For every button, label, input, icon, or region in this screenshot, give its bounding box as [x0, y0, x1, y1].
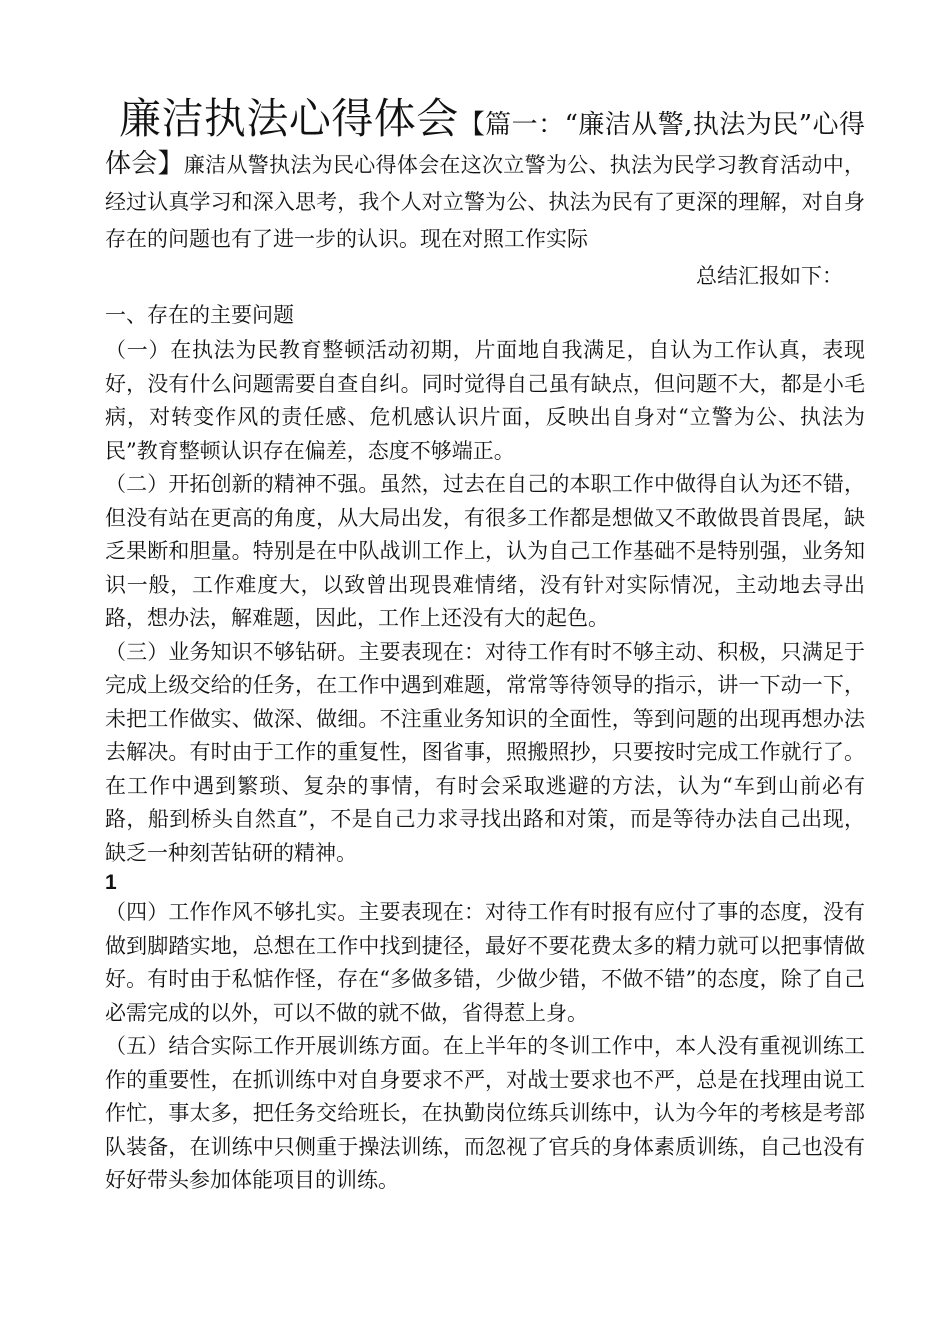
paragraph-2: （二）开拓创新的精神不强。虽然，过去在自己的本职工作中做得自认为还不错，但没有站在更高的角度，从大局出发，有很多工作都是想做又不敢做畏首畏尾，缺乏果断和胆量。特别是在中队战训工作上，认为自己工作基础不是特别强，业务知识一般，工作难度大，以致曾出现畏难情绪，没有针对实际情况，主动地去寻出路，想办法，解难题，因此，工作上还没有大的起色。 — [105, 472, 865, 630]
paragraph-5: （五）结合实际工作开展训练方面。在上半年的冬训工作中，本人没有重视训练工作的重要性，在抓训练中对自身要求不严，对战士要求也不严，总是在找理由说工作忙，事太多，把任务交给班长，在执勤岗位练兵训练中，认为今年的考核是考部队装备，在训练中只侧重于操法训练，而忽视了官兵的身体素质训练，自己也没有好好带头参加体能项目的训练。 — [105, 1034, 865, 1192]
page-number: 1 — [105, 871, 117, 894]
paragraph-4: （四）工作作风不够扎实。主要表现在：对待工作有时报有应付了事的态度，没有做到脚踏实地，总想在工作中找到捷径，最好不要花费太多的精力就可以把事情做好。有时由于私惦作怪，存在“多做多错，少做少错，不做不错”的态度，除了自己必需完成的以外，可以不做的就不做，省得惹上身。 — [105, 900, 865, 1025]
paragraph-3: （三）业务知识不够钻研。主要表现在：对待工作有时不够主动、积极，只满足于完成上级交给的任务，在工作中遇到难题，常常等待领导的指示，讲一下动一下，未把工作做实、做深、做细。不注重业务知识的全面性，等到问题的出现再想办法去解决。有时由于工作的重复性，图省事，照搬照抄，只要按时完成工作就行了。在工作中遇到繁琐、复杂的事情，有时会采取逃避的方法，认为“车到山前必有路，船到桥头自然直”，不是自己力求寻找出路和对策，而是等待办法自己出现，缺乏一种刻苦钻研的精神。 — [105, 639, 865, 865]
document-body — [105, 92, 865, 1198]
document-title: 廉洁执法心得体会 — [119, 94, 459, 143]
summary-line: 总结汇报如下： — [696, 264, 843, 288]
document-subtitle: 【篇一：“廉洁从警,执法为民”心得体会】 — [105, 110, 865, 179]
section-heading: 一、存在的主要问题 — [105, 303, 294, 327]
title-block — [105, 92, 865, 258]
paragraph-1: （一）在执法为民教育整顿活动初期，片面地自我满足，自认为工作认真，表现好，没有什么问题需要自查自纠。同时觉得自己虽有缺点，但问题不大，都是小毛病，对转变作风的责任感、危机感认识片面，反映出自身对“立警为公、执法为民”教育整顿认识存在偏差，态度不够端正。 — [105, 338, 865, 463]
intro-text: 廉洁从警执法为民心得体会在这次立警为公、执法为民学习教育活动中，经过认真学习和深入思考，我个人对立警为公、执法为民有了更深的理解，对自身存在的问题也有了进一步的认识。现在对照工作实际 — [105, 153, 865, 251]
